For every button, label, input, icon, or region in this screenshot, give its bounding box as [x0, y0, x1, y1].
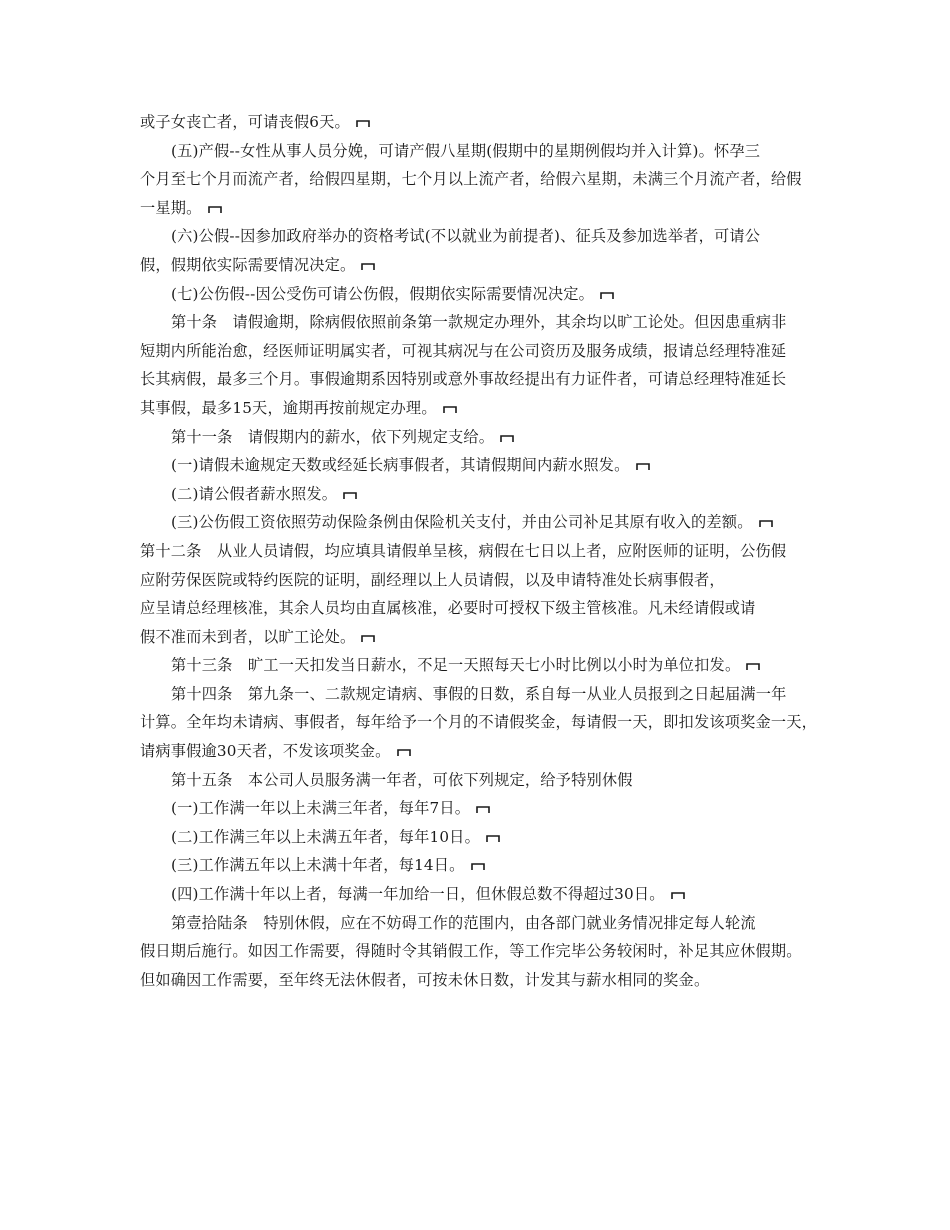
line-text: 其事假，最多15天，逾期再按前规定办理。: [140, 398, 437, 417]
text-line: [140, 394, 820, 423]
paragraph-mark-icon: [486, 833, 500, 843]
line-text: 第十一条 请假期内的薪水，依下列规定支给。: [171, 427, 495, 446]
line-text: (六)公假--因参加政府举办的资格考试(不以就业为前提者)、征兵及参加选举者，可请公: [171, 227, 761, 246]
paragraph-mark-icon: [600, 290, 614, 300]
text-line: [140, 165, 820, 194]
text-line: [140, 909, 820, 938]
line-text: 假日期后施行。如因工作需要，得随时令其销假工作，等工作完毕公务较闲时，补足其应休假期。: [140, 942, 802, 961]
line-text: (二)工作满三年以上未满五年者，每年10日。: [171, 827, 480, 846]
text-line: [140, 137, 820, 166]
paragraph-mark-icon: [208, 204, 222, 214]
line-text: 假不准而未到者，以旷工论处。: [140, 627, 356, 646]
text-line: [140, 708, 820, 737]
paragraph-mark-icon: [361, 261, 375, 271]
text-line: [140, 966, 820, 995]
paragraph-mark-icon: [356, 118, 370, 128]
text-line: [140, 451, 820, 480]
text-line: [140, 880, 820, 909]
paragraph-mark-icon: [671, 890, 685, 900]
text-line: [140, 766, 820, 795]
line-text: 长其病假，最多三个月。事假逾期系因特别或意外事故经提出有力证件者，可请总经理特准延长: [140, 370, 787, 389]
text-line: [140, 823, 820, 852]
line-text: 但如确因工作需要，至年终无法休假者，可按未休日数，计发其与薪水相同的奖金。: [140, 970, 710, 989]
text-line: [140, 737, 820, 766]
line-text: (四)工作满十年以上者，每满一年加给一日，但休假总数不得超过30日。: [171, 885, 665, 904]
line-text: 请病事假逾30天者，不发该项奖金。: [140, 742, 391, 761]
paragraph-mark-icon: [759, 518, 773, 528]
line-text: 或子女丧亡者，可请丧假6天。: [140, 113, 350, 131]
line-text: 应呈请总经理核准，其余人员均由直属核准，必要时可授权下级主管核准。凡未经请假或请: [140, 599, 756, 618]
text-line: [140, 194, 820, 223]
line-text: (七)公伤假--因公受伤可请公伤假，假期依实际需要情况决定。: [171, 284, 594, 303]
text-line: [140, 108, 820, 137]
document-body: [140, 108, 820, 994]
paragraph-mark-icon: [361, 633, 375, 643]
text-line: [140, 566, 820, 595]
text-line: [140, 680, 820, 709]
line-text: (三)工作满五年以上未满十年者，每14日。: [171, 856, 465, 875]
line-text: 第十条 请假逾期，除病假依照前条第一款规定办理外，其余均以旷工论处。但因患重病非: [171, 313, 787, 332]
paragraph-mark-icon: [397, 747, 411, 757]
text-line: [140, 851, 820, 880]
text-line: [140, 594, 820, 623]
line-text: 假，假期依实际需要情况决定。: [140, 255, 356, 274]
line-text: 第十四条 第九条一、二款规定请病、事假的日数，系自每一从业人员报到之日起届满一年: [171, 684, 787, 703]
paragraph-mark-icon: [636, 461, 650, 471]
text-line: [140, 337, 820, 366]
text-line: [140, 308, 820, 337]
text-line: [140, 480, 820, 509]
text-line: [140, 937, 820, 966]
text-line: [140, 222, 820, 251]
line-text: (三)公伤假工资依照劳动保险条例由保险机关支付，并由公司补足其原有收入的差额。: [171, 513, 753, 532]
line-text: (二)请公假者薪水照发。: [171, 484, 338, 503]
line-text: 短期内所能治愈，经医师证明属实者，可视其病况与在公司资历及服务成绩，报请总经理特准延: [140, 341, 787, 360]
line-text: 个月至七个月而流产者，给假四星期，七个月以上流产者，给假六星期，未满三个月流产者，给假: [140, 170, 802, 189]
text-line: [140, 623, 820, 652]
paragraph-mark-icon: [443, 404, 457, 414]
line-text: (一)工作满一年以上未满三年者，每年7日。: [171, 799, 471, 818]
paragraph-mark-icon: [500, 433, 514, 443]
text-line: [140, 651, 820, 680]
line-text: 计算。全年均未请病、事假者，每年给予一个月的不请假奖金，每请假一天，即扣发该项奖金一天，: [140, 713, 818, 732]
text-line: [140, 280, 820, 309]
line-text: (五)产假--女性从事人员分娩，可请产假八星期(假期中的星期例假均并入计算)。怀孕三: [171, 141, 761, 160]
text-line: [140, 251, 820, 280]
text-line: [140, 794, 820, 823]
text-line: [140, 365, 820, 394]
line-text: (一)请假未逾规定天数或经延长病事假者，其请假期间内薪水照发。: [171, 456, 630, 475]
text-line: [140, 508, 820, 537]
line-text: 第十三条 旷工一天扣发当日薪水，不足一天照每天七小时比例以小时为单位扣发。: [171, 656, 741, 675]
paragraph-mark-icon: [746, 661, 760, 671]
line-text: 应附劳保医院或特约医院的证明，副经理以上人员请假，以及申请特准处长病事假者，: [140, 570, 725, 589]
line-text: 一星期。: [140, 198, 202, 217]
text-line: [140, 423, 820, 452]
line-text: 第十五条 本公司人员服务满一年者，可依下列规定，给予特别休假: [171, 770, 633, 789]
text-line: [140, 537, 820, 566]
line-text: 第十二条 从业人员请假，均应填具请假单呈核，病假在七日以上者，应附医师的证明，公伤假: [140, 541, 787, 560]
paragraph-mark-icon: [476, 804, 490, 814]
paragraph-mark-icon: [471, 861, 485, 871]
paragraph-mark-icon: [343, 490, 357, 500]
line-text: 第壹拾陆条 特别休假，应在不妨碍工作的范围内，由各部门就业务情况排定每人轮流: [171, 913, 756, 932]
